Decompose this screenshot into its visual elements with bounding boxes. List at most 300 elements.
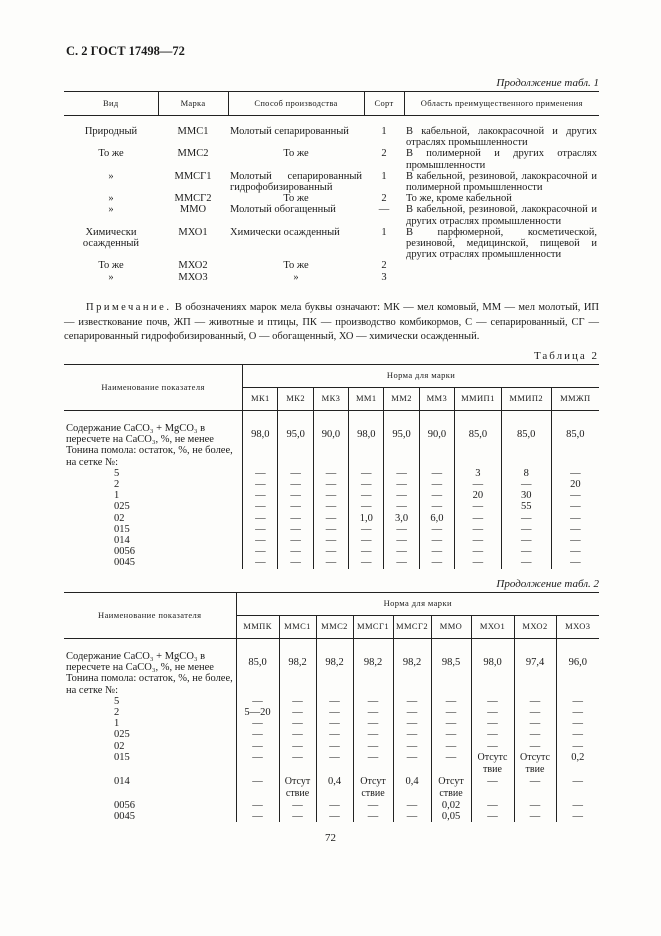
t2-cell: 85,0 [455,411,502,446]
table1-cell-vid: То же [98,148,124,160]
t2-row-label: Содержание CaCO₃ + MgCO₃ в пересчете на CaCO₃, %, не менее [64,411,243,446]
t2-cell: — [313,490,348,501]
table1-cell-oblast [404,260,599,271]
t3-cell: — [393,752,431,776]
table1-row [64,260,599,271]
t3-cell: 0,4 [393,776,431,800]
table1-row [64,148,599,170]
t2-cell: — [278,513,313,524]
t2-row [64,513,599,524]
t3-cell: — [556,718,599,729]
t3-cell: — [252,695,263,707]
t3-cell: — [279,707,316,718]
t3-cell: 5—20 [244,707,271,719]
t2-mark-header: ММ3 [419,388,454,411]
t2-row [64,490,599,501]
t2-cell: — [255,479,266,491]
t3-cell [431,673,471,695]
t3-cell: — [316,800,353,811]
t3-row-label: 02 [64,741,236,752]
t3-cell: — [431,729,471,740]
t2-cell: — [455,557,502,568]
table1-cell-marka: ММС1 [177,126,209,137]
t3-header-row [64,593,599,616]
t3-cell [514,673,556,695]
t3-cell: — [431,707,471,718]
t2-cell: — [278,546,313,557]
table1-cell-oblast [404,272,599,283]
t3-cell: — [393,811,431,822]
t3-cell: — [316,718,353,729]
t2-cell: 95,0 [278,411,313,446]
t3-cell: — [353,800,393,811]
t2-mark-header: ММЖП [551,388,599,411]
t2-norm-header: Норма для марки [243,365,599,388]
table1-cell-sort: 1 [381,126,387,137]
t3-cell: 98,0 [471,639,514,674]
t3-cell: — [471,707,514,718]
t2-row-label: Тонина помола: остаток, %, не более, на сетке №: [64,445,243,467]
t2-cell: — [255,546,266,558]
t2-row-label: 015 [64,524,243,535]
t3-mark-header: ММСГ2 [393,616,431,639]
table1-continuation: Продолжение табл. 1 [496,77,599,89]
t2-cell: — [384,557,419,568]
t3-cell: — [279,752,316,776]
t3-mark-header: МХО3 [556,616,599,639]
t3-cell: — [556,729,599,740]
t3-cell: 0,2 [556,752,599,776]
table1-cell-sort: 2 [381,193,387,205]
t3-cell: — [353,707,393,718]
t3-cell: — [471,718,514,729]
t3-row [64,811,599,822]
t2-cell: 20 [455,490,502,501]
t2-cell: — [455,513,502,524]
t2-cell: — [349,490,384,501]
table1-cell-sort: — [378,204,390,216]
t3-cell: — [279,718,316,729]
t2-cell: — [455,479,502,490]
t3-cell: — [252,729,263,741]
table2 [64,364,599,569]
t3-cell: — [353,741,393,752]
t3-cell: 98,5 [431,639,471,674]
t3-cell: — [431,752,471,776]
t2-cell: — [278,490,313,501]
t3-row [64,696,599,707]
t2-cell [349,445,384,467]
t2-cell: — [384,535,419,546]
t2-cell: 1,0 [349,513,384,524]
t2-cell: — [419,501,454,512]
t3-cell: — [316,752,353,776]
t3-cell: 98,2 [353,639,393,674]
table1-cell-vid: » [108,204,114,216]
t3-cell: 0,05 [431,811,471,822]
t3-row [64,639,599,674]
t3-cell: — [353,696,393,707]
t3-cell: — [471,729,514,740]
table1-cell-vid: То же [98,260,124,272]
t2-header-row [64,365,599,388]
t3-cell: — [279,696,316,707]
t2-cell: — [501,535,551,546]
t2-row [64,479,599,490]
t2-row-label: 0056 [64,546,243,557]
t2-row [64,557,599,568]
t2-cell: — [551,535,599,546]
t2-row [64,501,599,512]
t3-cell: — [471,811,514,822]
t3-cell: 0,02 [431,800,471,811]
t2-cell: — [551,490,599,501]
t2-row-label: 2 [64,479,243,490]
t3-cell [316,673,353,695]
t2-cell: — [455,535,502,546]
t2-cell [455,445,502,467]
t2-cell [419,445,454,467]
t3-cell: — [471,696,514,707]
table1-cell-oblast: В парфюмерной, косметической, резиновой, медицинской, пищевой и других отраслях промышленности [406,226,597,261]
t2-cell: — [255,501,266,513]
t2-row-label: 014 [64,535,243,546]
t2-cell: — [419,557,454,568]
t3-cell: — [431,741,471,752]
t3-row [64,718,599,729]
col-oblast: Область преимущественного применения [404,92,599,116]
t2-cell: — [551,513,599,524]
t2-cell: — [313,479,348,490]
t2-cell: 3 [455,468,502,479]
t2-cell: — [419,546,454,557]
t3-cell: — [279,800,316,811]
t3-cell [236,673,279,695]
t3-mark-header: ММПК [236,616,279,639]
t2-mark-header: МК2 [278,388,313,411]
t3-cell: 98,2 [316,639,353,674]
t3-row [64,741,599,752]
t3-cell: 98,2 [393,639,431,674]
t3-cell: — [353,752,393,776]
t3-norm-header: Норма для марки [236,593,599,616]
table1-cell-marka: ММСГ1 [174,170,212,182]
col-vid: Вид [64,92,158,116]
t3-mark-header: ММС2 [316,616,353,639]
table1-cell-vid: » [108,170,114,182]
t2-cell: — [255,557,266,569]
table1-cell-vid: Химически осажденный [82,226,140,250]
t3-row-label: 0056 [64,800,236,811]
t2-cell: — [255,535,266,547]
t3-cell: — [514,718,556,729]
table1-cell-marka: МХО2 [178,260,208,272]
t2-cell: — [384,479,419,490]
t3-cell: — [252,740,263,752]
table1-cell-marka: ММС2 [177,148,209,160]
t2-cell [384,445,419,467]
t2-cell: — [278,557,313,568]
t2-cell: — [501,546,551,557]
table1-row [64,204,599,226]
table1-cell-vid: Природный [84,126,138,137]
t2-row [64,411,599,446]
t3-cell: — [353,718,393,729]
t3-cell: — [514,800,556,811]
t3-cell: — [556,811,599,822]
t2-cell: 3,0 [384,513,419,524]
t2-cell [501,445,551,467]
table1-row [64,193,599,204]
t2-cell: — [349,546,384,557]
t2-cell: 6,0 [419,513,454,524]
table1-cell-marka: ММСГ2 [174,193,212,205]
t2-cell: — [313,546,348,557]
table1-cell-sort: 1 [381,226,387,238]
t2-cell: 20 [551,479,599,490]
t2-cell: 8 [501,468,551,479]
t3-cell: — [471,776,514,800]
table1-cell-sposob: Молотый сепарированный [230,126,349,137]
table1-row [64,272,599,283]
table3-continuation: Продолжение табл. 2 [496,578,599,590]
table1 [64,91,599,283]
t2-cell: — [551,524,599,535]
t3-cell: — [252,718,263,730]
t3-cell: — [316,696,353,707]
t2-cell: 90,0 [313,411,348,446]
t3-cell: — [316,707,353,718]
t2-cell: 55 [501,501,551,512]
t2-row-label: 1 [64,490,243,501]
t2-row [64,445,599,467]
note-label: Примечание. [86,302,172,313]
t2-cell: — [313,535,348,546]
t3-name-header: Наименование показателя [64,593,236,639]
t2-row [64,468,599,479]
page-number: 72 [325,832,336,844]
note [64,301,599,345]
t2-cell: — [384,524,419,535]
t2-cell: — [278,524,313,535]
t3-cell: 96,0 [556,639,599,674]
t3-cell: — [514,707,556,718]
table1-cell-oblast: В кабельной, резиновой, лакокрасочной и полимерной промышленности [406,170,597,194]
t2-cell: — [551,557,599,568]
t2-cell: — [278,535,313,546]
t3-cell: — [279,811,316,822]
t3-cell: — [393,707,431,718]
table1-cell-sposob: То же [283,148,309,160]
t2-cell: — [501,524,551,535]
t2-cell: — [349,479,384,490]
table1-cell-sposob: Молотый сепарированный гидрофобизированный [230,170,362,194]
t2-cell: — [255,467,266,479]
t3-cell: — [252,751,263,763]
t2-cell: 85,0 [551,411,599,446]
table1-cell-sort: 3 [381,271,387,283]
t3-mark-header: ММСГ1 [353,616,393,639]
t3-cell [471,673,514,695]
t3-cell: — [556,800,599,811]
t3-row [64,729,599,740]
t2-cell: — [349,557,384,568]
note-text: В обозначениях марок мела буквы означают: МК — мел комовый, ММ — мел молотый, ИП — известкование почв, ЖП — животные и птицы, ПК — производство комбикормов, С — сепарированный, СГ — сепарированный гидрофобизированный, О — обогащенный, ХО — химически осажденный. [64,302,600,342]
t3-cell [393,673,431,695]
t3-cell: — [393,800,431,811]
t3-cell: — [316,729,353,740]
t2-cell: — [419,524,454,535]
t2-cell: 85,0 [501,411,551,446]
t3-cell [353,673,393,695]
table1-cell-sposob: » [293,271,299,283]
t2-cell: — [313,513,348,524]
t2-cell: — [313,468,348,479]
t3-row-label: 1 [64,718,236,729]
t2-mark-header: ММИП1 [455,388,502,411]
col-sposob: Способ производства [228,92,364,116]
table3 [64,592,599,822]
t2-cell: — [278,468,313,479]
t2-cell: — [384,501,419,512]
t2-cell [278,445,313,467]
t3-row [64,800,599,811]
t3-row-label: Содержание CaCO₃ + MgCO₃ в пересчете на CaCO₃, %, не менее [64,639,236,674]
t2-cell: — [384,490,419,501]
t3-cell: 97,4 [514,639,556,674]
t3-cell: — [279,729,316,740]
t2-mark-header: МК1 [243,388,278,411]
t2-row-label: 02 [64,513,243,524]
t2-mark-header: ММИП2 [501,388,551,411]
t3-cell: — [316,811,353,822]
t3-cell: — [393,729,431,740]
table1-cell-sposob: Молотый обогащенный [230,204,336,216]
t3-cell: Отсутствие [431,776,471,800]
t2-row-label: 5 [64,468,243,479]
t3-cell: — [556,696,599,707]
t2-cell: — [419,468,454,479]
t3-cell: — [252,799,263,811]
t2-cell: 95,0 [384,411,419,446]
t3-cell: Отсутствие [471,752,514,776]
t2-cell: — [455,524,502,535]
t3-cell: Отсутствие [514,752,556,776]
col-marka: Марка [158,92,228,116]
t2-cell: — [384,546,419,557]
t2-cell: — [255,512,266,524]
t2-cell: 98,0 [349,411,384,446]
t3-cell: 0,4 [316,776,353,800]
t3-row-label: 015 [64,752,236,776]
table1-cell-marka: ММО [179,204,207,216]
t3-cell: — [316,741,353,752]
t2-cell: — [349,468,384,479]
t3-cell: — [556,741,599,752]
t2-row [64,524,599,535]
t2-cell: — [501,479,551,490]
t2-row-label: 0045 [64,557,243,568]
t2-cell: — [419,535,454,546]
t3-mark-header: МХО1 [471,616,514,639]
t2-cell [243,445,278,467]
t3-row-label: Тонина помола: остаток, %, не более, на сетке №: [64,673,236,695]
t3-cell: — [252,775,263,787]
t3-cell: — [393,696,431,707]
t3-cell: — [471,800,514,811]
t3-row-label: 0045 [64,811,236,822]
t3-row [64,752,599,776]
t2-cell: — [255,523,266,535]
t2-cell: — [455,546,502,557]
t3-cell: — [471,741,514,752]
t3-cell: — [393,718,431,729]
t3-row-label: 5 [64,696,236,707]
t3-cell: Отсутствие [279,776,316,800]
t2-cell: 98,0 [251,428,270,440]
t2-cell: — [501,513,551,524]
t2-cell [313,445,348,467]
t3-cell: Отсутствие [353,776,393,800]
t3-cell: — [514,729,556,740]
t3-cell: — [252,811,263,823]
table1-cell-marka: МХО3 [178,271,208,283]
t3-cell: — [431,718,471,729]
t3-row [64,707,599,718]
table1-cell-oblast: То же, кроме кабельной [406,193,512,205]
t2-cell: 30 [501,490,551,501]
t3-mark-header: МХО2 [514,616,556,639]
table1-cell-sposob: То же [283,193,309,205]
t3-row-label: 025 [64,729,236,740]
table1-cell-sposob: Химически осажденный [230,226,340,238]
t2-cell: — [455,501,502,512]
table1-cell-marka: МХО1 [178,226,208,238]
t3-cell: — [514,776,556,800]
t3-cell: — [279,741,316,752]
t2-cell: — [313,501,348,512]
table1-cell-oblast: В полимерной и других отраслях промышленности [406,148,597,171]
t3-cell: — [556,707,599,718]
t2-cell: — [313,524,348,535]
t3-cell [279,673,316,695]
table1-cell-sort: 2 [381,148,387,160]
t2-row [64,535,599,546]
t2-cell: — [501,557,551,568]
t2-cell: — [313,557,348,568]
t3-cell: — [514,741,556,752]
t2-cell: — [551,501,599,512]
t3-mark-header: ММО [431,616,471,639]
table1-cell-sort: 2 [381,260,387,272]
t2-name-header: Наименование показателя [64,365,243,411]
t3-cell: — [556,776,599,800]
t3-row-label: 014 [64,776,236,800]
t2-row-label: 025 [64,501,243,512]
table1-row [64,227,599,261]
t2-row [64,546,599,557]
t2-cell: — [551,546,599,557]
t3-cell [556,673,599,695]
t3-cell: 98,2 [279,639,316,674]
t2-cell: — [255,490,266,502]
table1-cell-vid: » [108,271,114,283]
t3-row-label: 2 [64,707,236,718]
table1-row [64,171,599,193]
t2-cell: — [384,468,419,479]
t2-cell: — [278,501,313,512]
t3-cell: — [353,811,393,822]
